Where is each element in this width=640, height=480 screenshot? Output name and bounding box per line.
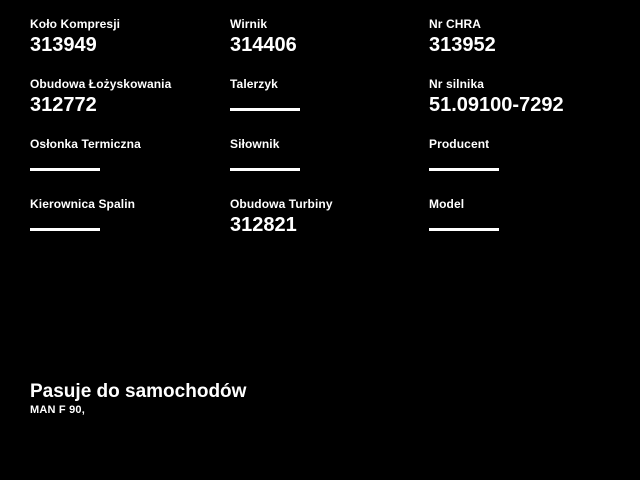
part-value: 312772 <box>30 94 97 116</box>
part-value: 313952 <box>429 34 496 56</box>
part-label: Producent <box>429 137 490 151</box>
fits-section-title: Pasuje do samochodów <box>30 381 247 402</box>
fits-models-list: MAN F 90, <box>30 404 85 416</box>
part-label: Talerzyk <box>230 77 278 91</box>
part-field <box>429 198 640 258</box>
part-label: Nr silnika <box>429 77 485 91</box>
empty-value-dash <box>30 168 100 171</box>
part-field <box>30 198 230 258</box>
part-value: 51.09100-7292 <box>429 94 564 116</box>
part-value: 314406 <box>230 34 297 56</box>
part-label: Kierownica Spalin <box>30 197 136 211</box>
part-field <box>30 78 230 138</box>
part-field <box>230 18 429 78</box>
part-value: 313949 <box>30 34 97 56</box>
empty-value-dash <box>429 168 499 171</box>
part-field <box>30 138 230 198</box>
part-field <box>429 138 640 198</box>
part-label: Obudowa Turbiny <box>230 197 333 211</box>
part-label: Osłonka Termiczna <box>30 137 141 151</box>
part-field <box>30 18 230 78</box>
empty-value-dash <box>230 168 300 171</box>
part-value: 312821 <box>230 214 297 236</box>
empty-value-dash <box>230 108 300 111</box>
part-label: Model <box>429 197 465 211</box>
part-field <box>230 198 429 258</box>
part-label: Wirnik <box>230 17 268 31</box>
empty-value-dash <box>429 228 499 231</box>
part-label: Nr CHRA <box>429 17 482 31</box>
part-field <box>230 138 429 198</box>
fits-section <box>30 381 246 417</box>
empty-value-dash <box>30 228 100 231</box>
part-label: Siłownik <box>230 137 280 151</box>
part-field <box>230 78 429 138</box>
part-label: Obudowa Łożyskowania <box>30 77 172 91</box>
part-label: Koło Kompresji <box>30 17 121 31</box>
part-field <box>429 18 640 78</box>
part-field <box>429 78 640 138</box>
